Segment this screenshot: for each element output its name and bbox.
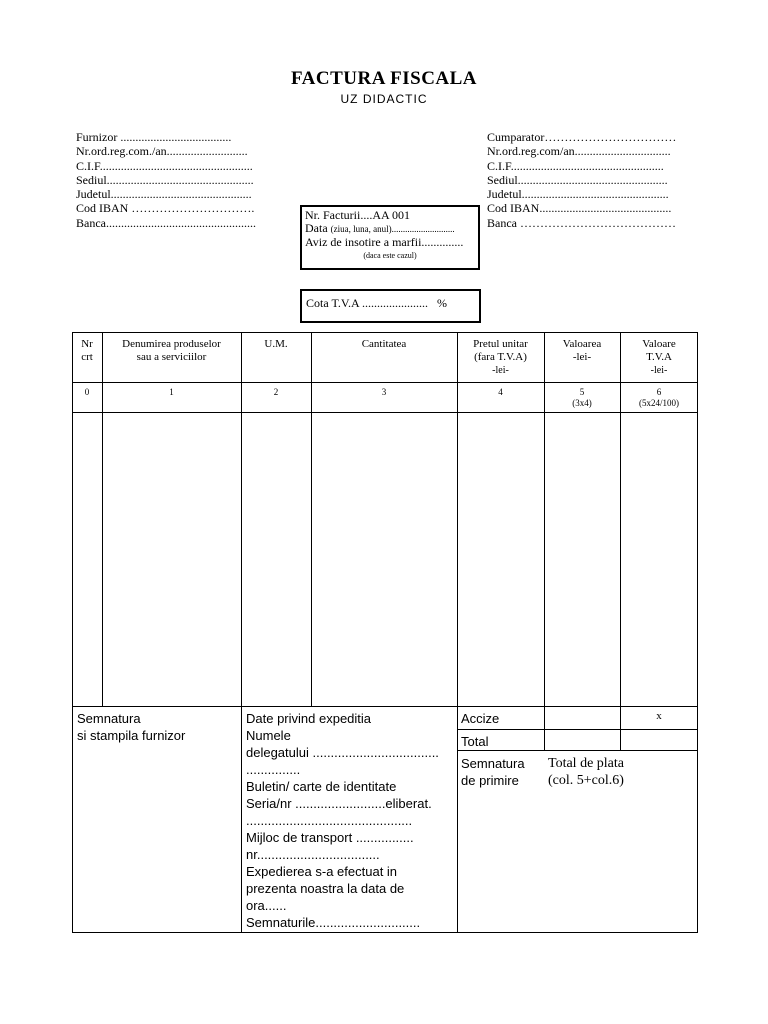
buyer-iban-field: Cod IBAN............................................ <box>487 201 672 216</box>
col-number-2: 2 <box>273 387 279 397</box>
buyer-block <box>487 130 676 230</box>
vat-percent: % <box>437 296 448 310</box>
numbers-divider <box>72 412 698 413</box>
col-header-cantitate: Cantitatea <box>361 338 407 350</box>
aviz-field: Aviz de insotire a marfii.............. <box>305 235 464 249</box>
buyer-address-field: Sediul.................................................. <box>487 172 668 187</box>
col-header-nr: Nr crt <box>81 338 93 363</box>
supplier-signature: Semnatura si stampila furnizor <box>77 711 186 743</box>
invoice-date-label: Data <box>305 221 328 235</box>
accize-label: Accize <box>461 711 500 726</box>
total-divider <box>457 750 698 751</box>
buyer-county-field: Judetul................................................. <box>487 187 669 202</box>
total-label: Total <box>461 734 489 749</box>
header-divider <box>72 382 698 383</box>
col-number-3: 3 <box>381 387 387 397</box>
receipt-signature: Semnatura de primire <box>461 756 525 788</box>
col-header-um: U.M. <box>264 338 288 350</box>
col-number-6: 6 (5x24/100) <box>639 387 679 408</box>
col-header-valoarea: Valoarea -lei- <box>562 338 602 363</box>
expedition-details: Date privind expeditia Numele delegatului ................................... ............... Buletin/ carte de identitate Seria/nr .........................eliberat. .............................................. Mijloc de transport ................ nr.................................. Expedierea s-a efectuat in prezenta noastra la data de ora...... Semnaturile............................. <box>246 711 439 930</box>
buyer-bank-field: Banca ………………………………… <box>487 215 676 230</box>
supplier-county-field: Judetul............................................... <box>76 187 252 202</box>
col-divider-2 <box>241 332 242 933</box>
supplier-reg-field: Nr.ord.reg.com./an........................... <box>76 144 248 159</box>
vat-rate-label: Cota T.V.A ...................... <box>306 296 429 310</box>
col-number-0: 0 <box>84 387 90 397</box>
invoice-date-hint: (ziua, luna, anul)............................ <box>330 224 455 234</box>
invoice-number-box <box>300 205 480 270</box>
supplier-iban-field: Cod IBAN …………………………. <box>76 201 255 216</box>
total-plata: Total de plata (col. 5+col.6) <box>548 756 624 788</box>
supplier-name-field: Furnizor ..................................... <box>76 130 232 144</box>
col-number-4: 4 <box>498 387 503 397</box>
body-divider <box>72 706 698 707</box>
buyer-reg-field: Nr.ord.reg.com/an................................ <box>487 144 671 159</box>
supplier-address-field: Sediul................................................. <box>76 172 254 187</box>
page-subtitle: UZ DIDACTIC <box>340 92 428 106</box>
invoice-number: Nr. Facturii....AA 001 <box>305 208 410 222</box>
col-number-1: 1 <box>169 387 174 397</box>
buyer-name-field: Cumparator…………………………… <box>487 130 677 144</box>
supplier-block <box>76 130 256 230</box>
col-header-tva: Valoare T.V.A -lei- <box>642 338 676 376</box>
aviz-note: (daca este cazul) <box>363 251 417 260</box>
col-number-5: 5 (3x4) <box>572 387 592 408</box>
col-header-pret: Pretul unitar (fara T.V.A) -lei- <box>473 338 528 376</box>
col-header-denumire: Denumirea produselor sau a serviciilor <box>122 338 221 363</box>
col-divider-4 <box>457 332 458 933</box>
supplier-bank-field: Banca.................................................. <box>76 215 256 230</box>
accize-mark: x <box>656 710 662 722</box>
supplier-cif-field: C.I.F................................................... <box>76 158 253 173</box>
page-title: FACTURA FISCALA <box>290 68 478 89</box>
buyer-cif-field: C.I.F................................................... <box>487 158 664 173</box>
vat-rate-box <box>300 289 481 323</box>
accize-divider <box>457 729 698 730</box>
